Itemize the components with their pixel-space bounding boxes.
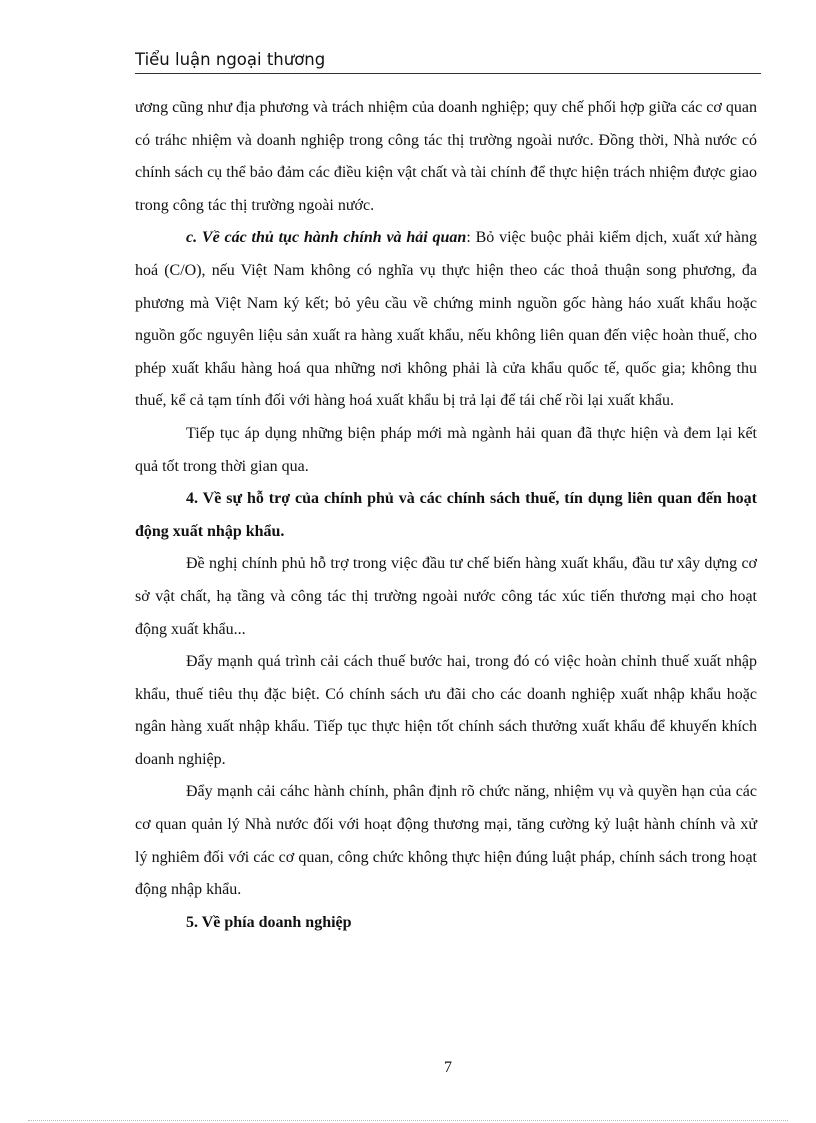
subsection-heading: c. Về các thủ tục hành chính và hải quan xyxy=(186,229,467,247)
section-heading-4: 4. Về sự hỗ trợ của chính phủ và các chính sách thuế, tín dụng liên quan đến hoạt động xuất nhập khẩu. xyxy=(135,490,757,540)
paragraph-continued: ương cũng như địa phương và trách nhiệm của doanh nghiệp; quy chế phối hợp giữa các cơ quan có tráhc nhiệm và doanh nghiệp trong công tác thị trường ngoài nước. Đồng thời, Nhà nước có chính sách cụ thể bảo đảm các điều kiện vật chất và tài chính để thực hiện trách nhiệm được giao trong công tác thị trường ngoài nước. xyxy=(135,99,757,214)
paragraph-customs xyxy=(135,222,757,418)
paragraph: Đề nghị chính phủ hỗ trợ trong việc đầu tư chế biến hàng xuất khẩu, đầu tư xây dựng cơ sở vật chất, hạ tầng và công tác thị trường ngoài nước công tác xúc tiến thương mại cho hoạt động xuất khẩu... xyxy=(135,555,757,638)
paragraph: Tiếp tục áp dụng những biện pháp mới mà ngành hải quan đã thực hiện và đem lại kết quả tốt trong thời gian qua. xyxy=(135,424,757,475)
paragraph-text: : Bỏ việc buộc phải kiểm dịch, xuất xứ hàng hoá (C/O), nếu Việt Nam không có nghĩa vụ thực hiện theo các thoả thuận song phương, đa phương mà Việt Nam ký kết; bỏ yêu cầu về chứng minh nguồn gốc hàng háo xuất khẩu hoặc nguồn gốc nguyên liệu sản xuất ra hàng xuất khẩu, nếu không liên quan đến việc hoàn thuế, cho phép xuất khẩu hàng hoá qua những nơi không phải là cửa khẩu quốc tế, quốc gia; không thu thuế, kể cả tạm tính đối với hàng hoá xuất khẩu bị trả lại để tái chế rồi lại xuất khẩu. xyxy=(135,229,757,410)
page-body xyxy=(135,92,757,939)
page-number: 7 xyxy=(444,1059,452,1076)
running-header xyxy=(135,50,761,74)
paragraph: Đẩy mạnh cải cáhc hành chính, phân định rõ chức năng, nhiệm vụ và quyền hạn của các cơ quan quản lý Nhà nước đối với hoạt động thương mại, tăng cường kỷ luật hành chính và xử lý nghiêm đối với các cơ quan, công chức không thực hiện đúng luật pháp, chính sách trong hoạt động nhập khẩu. xyxy=(135,783,757,899)
section-heading-5: 5. Về phía doanh nghiệp xyxy=(186,913,352,931)
header-title: Tiểu luận ngoại thương xyxy=(135,50,326,69)
page-border-bottom xyxy=(28,1120,788,1121)
paragraph: Đẩy mạnh quá trình cải cách thuế bước hai, trong đó có việc hoàn chỉnh thuế xuất nhập khẩu, thuế tiêu thụ đặc biệt. Có chính sách ưu đãi cho các doanh nghiệp xuất nhập khẩu hoặc ngân hàng xuất nhập khẩu. Tiếp tục thực hiện tốt chính sách thưởng xuất khẩu để khuyến khích doanh nghiệp. xyxy=(135,653,757,768)
